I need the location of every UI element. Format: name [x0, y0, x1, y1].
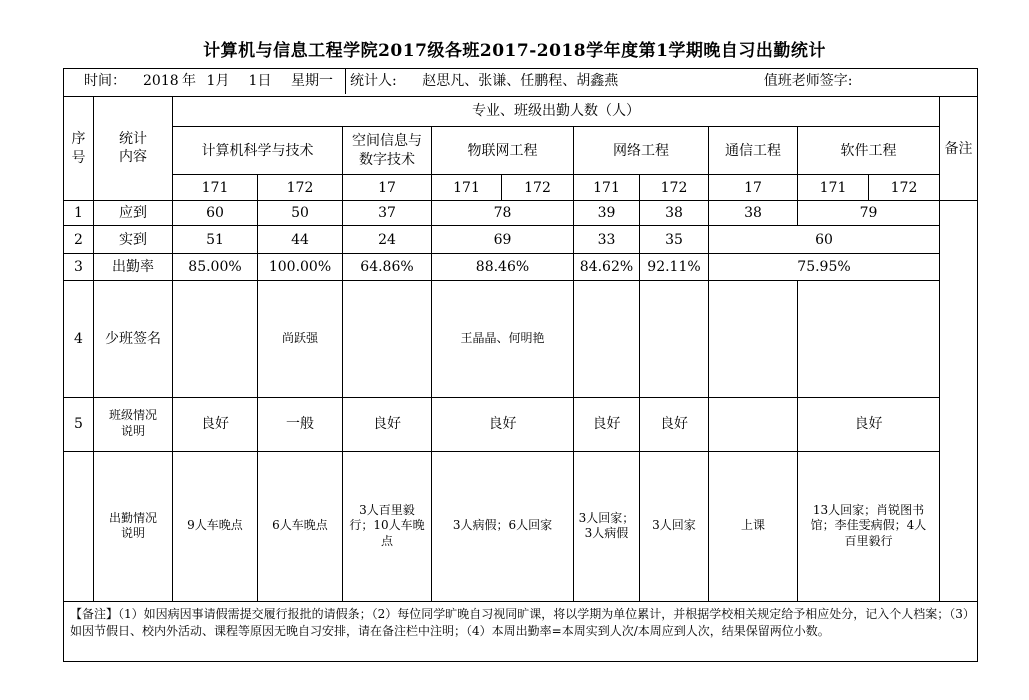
- value-cell: 69: [432, 226, 574, 254]
- major-spatial: 空间信息与 数字技术: [343, 127, 432, 175]
- row-number: 5: [64, 397, 94, 451]
- time-label: 时间：: [84, 72, 126, 89]
- value-cell: 37: [343, 201, 432, 226]
- info-row: [64, 69, 978, 97]
- value-cell: 王晶晶、何明艳: [432, 281, 574, 397]
- group-header: 专业、班级出勤人数（人）: [173, 97, 940, 127]
- value-cell: [574, 281, 640, 397]
- major-network: 网络工程: [574, 127, 709, 175]
- note-text: 【备注】（1）如因病因事请假需提交履行报批的请假条；（2）每位同学旷晚自习视同旷课，将以学期为单位累计，并根据学校相关规定给予相应处分，记入个人档案；（3）如因节假日、校内外活动、课程等原因无晚自习安排，请在备注栏中注明；（4）本周出勤率=本周实到人次/本周应到人次，结果保留两位小数。: [64, 601, 978, 661]
- remark-cell: [940, 201, 978, 602]
- value-cell: 3人病假；6人回家: [432, 451, 574, 601]
- value-cell: [798, 281, 940, 397]
- page-title: 计算机与信息工程学院2017级各班2017-2018学年度第1学期晚自习出勤统计: [203, 41, 826, 61]
- value-cell: 6人车晚点: [258, 451, 343, 601]
- row-number: 2: [64, 226, 94, 254]
- value-cell: 75.95%: [709, 254, 940, 281]
- weekday-value: 星期一: [291, 72, 333, 89]
- major-cs: 计算机科学与技术: [173, 127, 343, 175]
- row-label: 出勤率: [94, 254, 173, 281]
- content-header: 统计 内容: [94, 97, 173, 201]
- value-cell: [640, 281, 709, 397]
- value-cell: 一般: [258, 397, 343, 451]
- value-cell: 39: [574, 201, 640, 226]
- value-cell: 85.00%: [173, 254, 258, 281]
- class-cell: 171: [798, 175, 869, 201]
- value-cell: 3人百里毅 行；10人车晚 点: [343, 451, 432, 601]
- class-cell: 17: [343, 175, 432, 201]
- value-cell: 35: [640, 226, 709, 254]
- statistician-label: 统计人:: [350, 72, 397, 89]
- value-cell: 尚跃强: [258, 281, 343, 397]
- value-cell: 92.11%: [640, 254, 709, 281]
- value-cell: 38: [709, 201, 798, 226]
- class-cell: 172: [869, 175, 940, 201]
- major-software: 软件工程: [798, 127, 940, 175]
- value-cell: 60: [709, 226, 940, 254]
- value-cell: 24: [343, 226, 432, 254]
- value-cell: 79: [798, 201, 940, 226]
- class-cell: 171: [574, 175, 640, 201]
- value-cell: [709, 397, 798, 451]
- month-value: 1月: [206, 72, 230, 89]
- value-cell: 良好: [574, 397, 640, 451]
- seq-header: 序号: [64, 97, 94, 201]
- value-cell: 33: [574, 226, 640, 254]
- class-cell: 171: [432, 175, 502, 201]
- value-cell: 44: [258, 226, 343, 254]
- teacher-sign-label: 值班老师签字:: [763, 72, 853, 89]
- row-label: 班级情况 说明: [94, 397, 173, 451]
- value-cell: 良好: [798, 397, 940, 451]
- row-label: 应到: [94, 201, 173, 226]
- value-cell: 良好: [432, 397, 574, 451]
- year-unit: 年: [182, 72, 196, 89]
- value-cell: [343, 281, 432, 397]
- value-cell: 51: [173, 226, 258, 254]
- row-label: 出勤情况 说明: [94, 451, 173, 601]
- value-cell: 78: [432, 201, 574, 226]
- row-label: 实到: [94, 226, 173, 254]
- class-cell: 17: [709, 175, 798, 201]
- attendance-table: [63, 68, 978, 662]
- major-iot: 物联网工程: [432, 127, 574, 175]
- row-number: 4: [64, 281, 94, 397]
- value-cell: [709, 281, 798, 397]
- value-cell: 88.46%: [432, 254, 574, 281]
- value-cell: 上课: [709, 451, 798, 601]
- row-label: 少班签名: [94, 281, 173, 397]
- class-cell: 172: [258, 175, 343, 201]
- row-number: [64, 451, 94, 601]
- major-comm: 通信工程: [709, 127, 798, 175]
- value-cell: 60: [173, 201, 258, 226]
- day-value: 1日: [248, 72, 272, 89]
- value-cell: 38: [640, 201, 709, 226]
- value-cell: 50: [258, 201, 343, 226]
- class-cell: 172: [640, 175, 709, 201]
- class-cell: 171: [173, 175, 258, 201]
- value-cell: 13人回家；肖锐图书 馆；李佳雯病假；4人 百里毅行: [798, 451, 940, 601]
- class-cell: 172: [502, 175, 574, 201]
- value-cell: 9人车晚点: [173, 451, 258, 601]
- value-cell: 3人回家； 3人病假: [574, 451, 640, 601]
- value-cell: 100.00%: [258, 254, 343, 281]
- value-cell: 良好: [173, 397, 258, 451]
- row-number: 1: [64, 201, 94, 226]
- value-cell: 64.86%: [343, 254, 432, 281]
- value-cell: 84.62%: [574, 254, 640, 281]
- value-cell: 3人回家: [640, 451, 709, 601]
- value-cell: 良好: [343, 397, 432, 451]
- value-cell: [173, 281, 258, 397]
- remark-header: 备注: [940, 97, 978, 201]
- value-cell: 良好: [640, 397, 709, 451]
- row-number: 3: [64, 254, 94, 281]
- statisticians-value: 赵思凡、张谦、任鹏程、胡鑫燕: [422, 72, 619, 89]
- year-value: 2018: [143, 72, 179, 89]
